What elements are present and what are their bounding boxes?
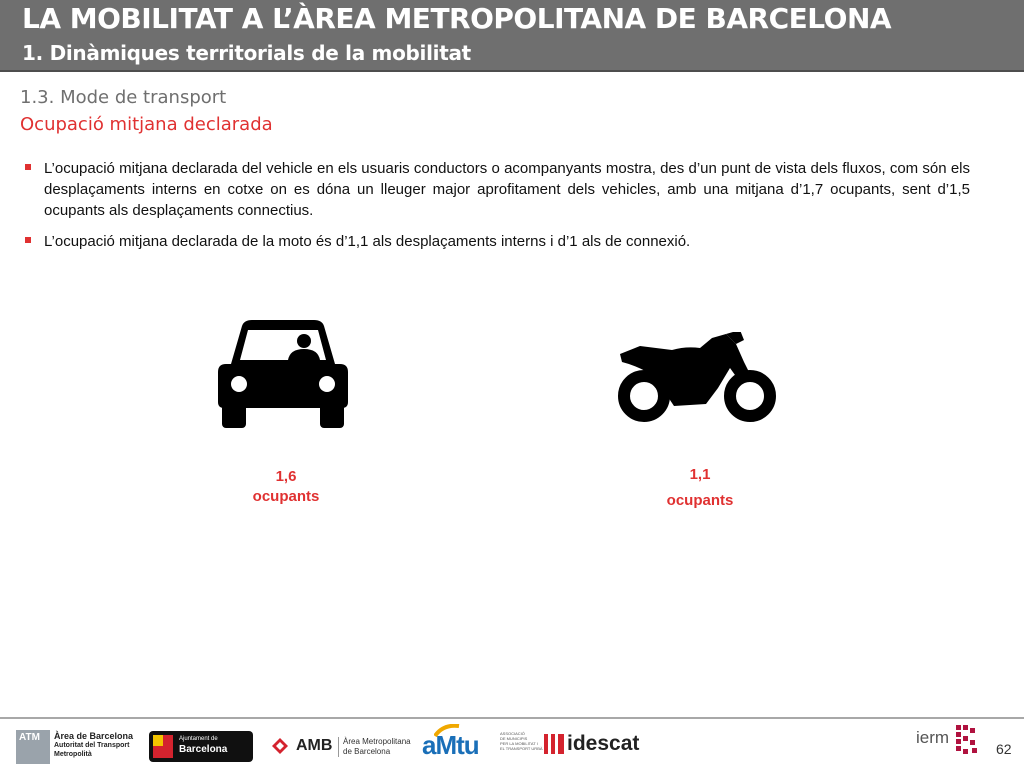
bullet-item <box>24 231 970 252</box>
section-title: 1.3. Mode de transport <box>20 87 227 108</box>
amb-divider <box>338 737 339 757</box>
slide-subtitle: 1. Dinàmiques territorials de la mobilitat <box>22 41 471 65</box>
car-occupancy-value: 1,6 <box>275 468 297 485</box>
moto-occupancy-unit: ocupants <box>666 492 734 509</box>
amtu-logo <box>420 724 543 764</box>
bullet-marker-icon <box>25 237 31 243</box>
iermb-b-mark-icon <box>954 723 980 757</box>
bullet-item <box>24 158 970 221</box>
idescat-logo <box>544 731 648 757</box>
slide-title: LA MOBILITAT A L’ÀREA METROPOLITANA DE BARCELONA <box>22 2 892 35</box>
atm-line3: Metropolità <box>54 751 92 758</box>
atm-badge-text: ATM <box>19 732 40 743</box>
amtu-line4: EL TRANSPORT URBÀ <box>500 746 543 751</box>
amb-name: AMB <box>296 737 333 754</box>
atm-line2: Autoritat del Transport <box>54 742 130 749</box>
amb-line2: de Barcelona <box>343 747 391 756</box>
bullet-marker-icon <box>25 164 31 170</box>
ajuntament-line1: Ajuntament de <box>179 736 218 742</box>
moto-occupancy <box>630 465 770 511</box>
amtu-line1: ASSOCIACIÓ <box>500 731 525 736</box>
idescat-mark-stripe-icon <box>548 734 551 754</box>
amtu-line2: DE MUNICIPIS <box>500 736 528 741</box>
bullet-text: L’ocupació mitjana declarada de la moto és d’1,1 als desplaçaments interns i d’1 als de connexió. <box>44 233 691 250</box>
car-occupancy <box>216 467 356 507</box>
amb-line1: Àrea Metropolitana <box>343 737 411 746</box>
idescat-mark-icon <box>544 734 564 754</box>
atm-badge <box>16 730 50 764</box>
idescat-mark-stripe-icon <box>555 734 558 754</box>
footer-divider <box>0 717 1024 719</box>
ajuntament-shield-stripes-icon <box>153 735 163 746</box>
amtu-line3: PER LA MOBILITAT I <box>500 741 538 746</box>
amtu-caption <box>500 731 543 751</box>
page-number: 62 <box>996 741 1012 757</box>
atm-logo <box>16 730 134 764</box>
bullet-list <box>24 158 970 262</box>
motorcycle-icon <box>614 332 780 424</box>
subsection-title: Ocupació mitjana declarada <box>20 114 273 135</box>
amtu-name: aMtu <box>422 730 479 760</box>
moto-occupancy-value: 1,1 <box>689 466 711 483</box>
amb-logo <box>272 735 411 759</box>
bullet-text: L’ocupació mitjana declarada del vehicle en els usuaris conductors o acompanyants mostra, des d’un punt de vista dels fluxos, com són els desplaçaments interns en cotxe on es dóna un lleuger major aprofitament dels vehicles, amb una mitjana d’1,7 ocupants, sent d’1,5 ocupants als desplaçaments connectius. <box>44 160 970 219</box>
ajuntament-logo <box>149 731 253 762</box>
car-icon <box>216 318 350 430</box>
iermb-name: ierm <box>916 728 950 747</box>
slide-header <box>0 0 1024 72</box>
atm-line1: Àrea de Barcelona <box>54 731 134 741</box>
car-occupancy-unit: ocupants <box>252 488 320 505</box>
iermb-logo <box>916 723 982 759</box>
ajuntament-line2: Barcelona <box>179 744 228 755</box>
amb-mark-icon <box>272 738 292 754</box>
idescat-name: idescat <box>567 732 640 755</box>
